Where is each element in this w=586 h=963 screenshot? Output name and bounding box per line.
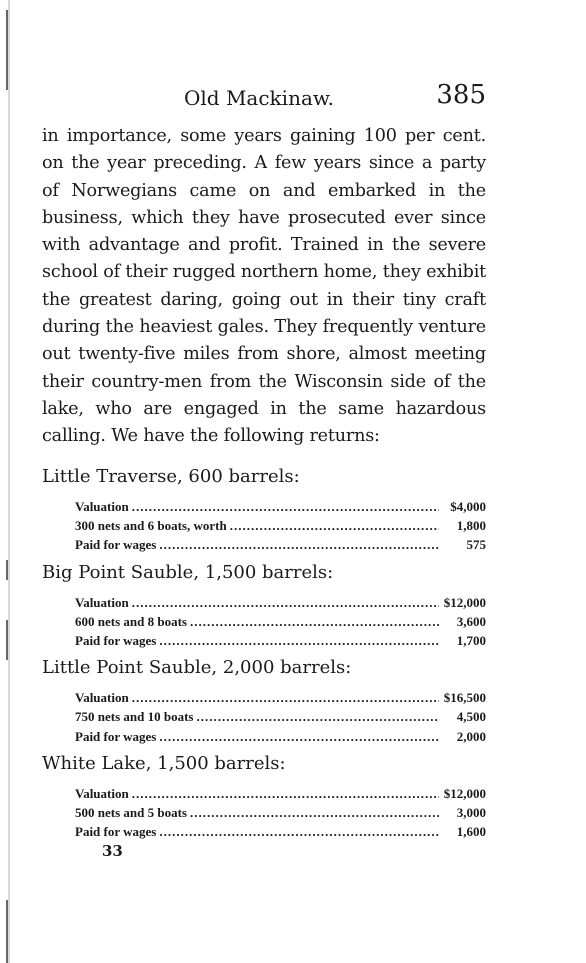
fishery-returns xyxy=(42,465,486,847)
binding-mark xyxy=(6,560,8,580)
ledger-label: 750 nets and 10 boats xyxy=(75,709,194,725)
ledger-label: Paid for wages xyxy=(75,632,157,648)
body-paragraph: in importance, some years gaining 100 per cent. on the year preceding. A few years since a party of Norwegians came on and embarked in the business, which they have prosecuted ever since with advantage and profit. Trained in the severe school of their rugged northern home, they exhibit the greatest daring, going out in their tiny craft during the heaviest gales. They frequently venture out twenty-five miles from shore, almost meeting their country-men from the Wisconsin side of the lake, who are engaged in the same hazardous calling. We have the following returns: xyxy=(42,126,486,447)
ledger-value: $16,500 xyxy=(443,690,486,706)
signature-mark: 33 xyxy=(102,842,123,860)
catch-entries xyxy=(42,776,486,848)
ledger-value: 1,600 xyxy=(456,824,486,840)
ledger-row xyxy=(75,535,486,554)
catch-entries xyxy=(42,585,486,657)
dot-leader xyxy=(132,784,439,803)
binding-mark xyxy=(6,620,8,660)
ledger-row xyxy=(75,593,486,612)
ledger-label: Valuation xyxy=(75,785,129,801)
dot-leader xyxy=(132,688,439,707)
ledger-value: $12,000 xyxy=(443,594,486,610)
dot-leader xyxy=(196,707,439,726)
page-header xyxy=(42,80,486,114)
page-binding-edge xyxy=(8,0,10,963)
catch-title: Little Traverse, 600 barrels: xyxy=(42,466,300,487)
catch-block xyxy=(42,752,486,848)
ledger-row xyxy=(75,707,486,726)
dot-leader xyxy=(190,803,439,822)
dot-leader xyxy=(190,612,439,631)
ledger-row xyxy=(75,631,486,650)
ledger-label: Paid for wages xyxy=(75,728,157,744)
binding-mark xyxy=(6,900,8,963)
ledger-value: $4,000 xyxy=(450,499,486,514)
ledger-row xyxy=(75,803,486,822)
dot-leader xyxy=(132,497,439,516)
ledger-value: 575 xyxy=(466,537,486,553)
ledger-row xyxy=(75,822,486,841)
ledger-value: 1,700 xyxy=(456,632,486,648)
catch-entries xyxy=(42,489,486,561)
catch-block xyxy=(42,465,486,561)
dot-leader xyxy=(159,631,439,650)
dot-leader xyxy=(159,727,439,746)
ledger-row xyxy=(75,688,486,707)
ledger-label: Valuation xyxy=(75,594,129,610)
ledger-row xyxy=(75,727,486,746)
ledger-label: Paid for wages xyxy=(75,824,157,840)
dot-leader xyxy=(230,516,439,535)
ledger-label: Valuation xyxy=(75,690,129,706)
ledger-label: Paid for wages xyxy=(75,537,157,553)
catch-block xyxy=(42,561,486,657)
dot-leader xyxy=(159,535,439,554)
ledger-label: 500 nets and 5 boats xyxy=(75,804,187,820)
ledger-row xyxy=(75,497,486,516)
ledger-label: Valuation xyxy=(75,499,129,514)
ledger-value: 4,500 xyxy=(456,709,486,725)
ledger-label: 300 nets and 6 boats, worth xyxy=(75,518,227,534)
ledger-value: $12,000 xyxy=(443,785,486,801)
catch-title: White Lake, 1,500 barrels: xyxy=(42,752,286,774)
ledger-row xyxy=(75,612,486,631)
running-title: Old Mackinaw. xyxy=(184,86,334,110)
ledger-value: 3,000 xyxy=(456,804,486,820)
ledger-value: 3,600 xyxy=(456,613,486,629)
ledger-value: 2,000 xyxy=(456,728,486,744)
ledger-row xyxy=(75,516,486,535)
ledger-row xyxy=(75,784,486,803)
ledger-value: 1,800 xyxy=(456,518,486,534)
catch-title: Big Point Sauble, 1,500 barrels: xyxy=(42,561,334,583)
binding-mark xyxy=(6,10,8,90)
catch-title: Little Point Sauble, 2,000 barrels: xyxy=(42,657,352,679)
ledger-label: 600 nets and 8 boats xyxy=(75,613,187,629)
page-number: 385 xyxy=(436,80,486,110)
dot-leader xyxy=(132,593,439,612)
dot-leader xyxy=(159,822,439,841)
catch-entries xyxy=(42,680,486,752)
catch-block xyxy=(42,656,486,752)
